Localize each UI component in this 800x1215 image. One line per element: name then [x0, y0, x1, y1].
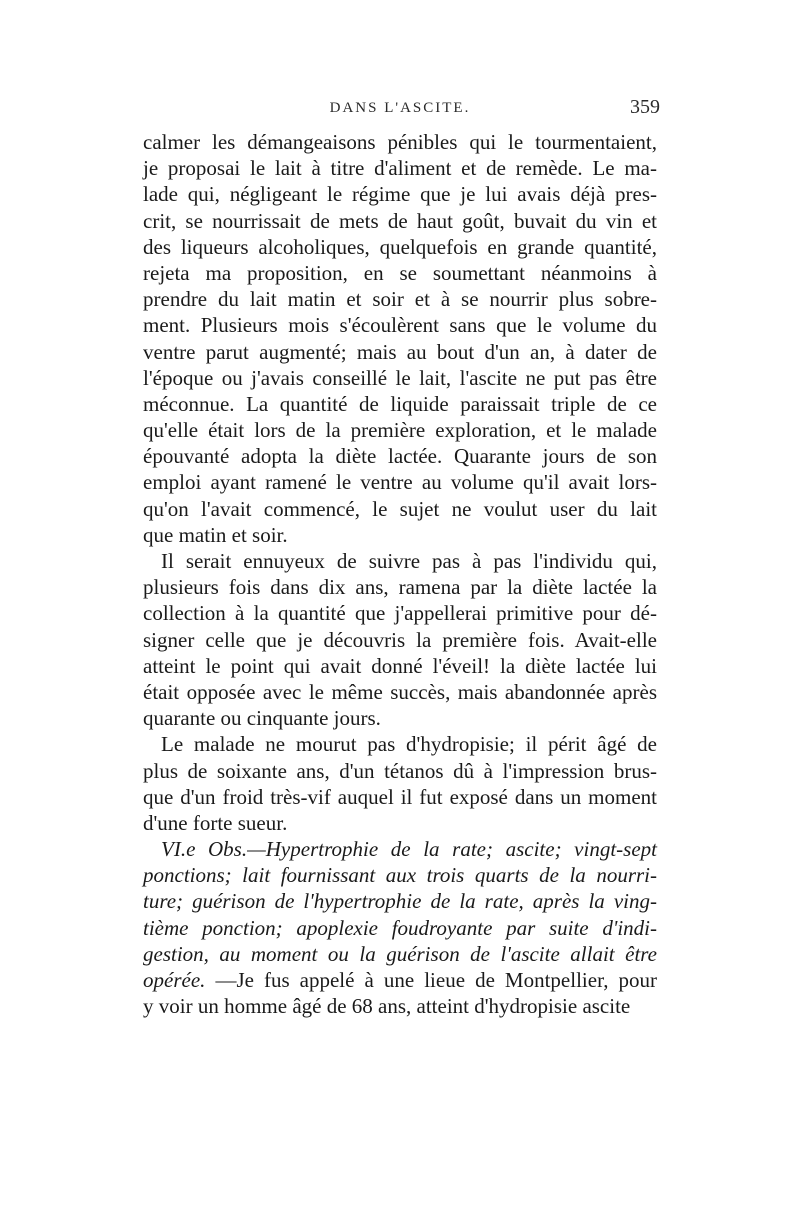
- text-line: qu'elle était lors de la première exploration, et le malade: [143, 418, 657, 443]
- observation-heading-line: ture; guérison de l'hypertrophie de la rate, après la ving-: [143, 889, 657, 914]
- text-line: que d'un froid très-vif auquel il fut exposé dans un moment: [143, 784, 657, 809]
- text-line: collection à la quantité que j'appellerai primitive pour dé-: [143, 601, 657, 626]
- text-line: des liqueurs alcoholiques, quelquefois en grande quantité,: [143, 234, 657, 259]
- text-line: épouvanté adopta la diète lactée. Quarante jours de son: [143, 444, 657, 469]
- text-line-continuation: —Je fus appelé à une lieue de Montpellier, pour: [215, 968, 658, 992]
- text-line: plus de soixante ans, d'un tétanos dû à l'impression brus-: [143, 758, 657, 783]
- text-line: quarante ou cinquante jours.: [143, 706, 381, 731]
- text-line: l'époque ou j'avais conseillé le lait, l'ascite ne put pas être: [143, 365, 657, 390]
- body-text: [143, 129, 657, 1019]
- observation-heading-end: opérée.: [143, 968, 206, 992]
- text-line: Il serait ennuyeux de suivre pas à pas l'individu qui,: [161, 549, 657, 573]
- text-line: ventre parut augmenté; mais au bout d'un an, à dater de: [143, 339, 657, 364]
- text-line: Le malade ne mourut pas d'hydropisie; il périt âgé de: [161, 732, 657, 757]
- text-line: crit, se nourrissait de mets de haut goût, buvait du vin et: [143, 208, 657, 233]
- observation-heading-line: tième ponction; apoplexie foudroyante par suite d'indi-: [143, 915, 657, 940]
- text-line: rejeta ma proposition, en se soumettant néanmoins à: [143, 260, 657, 285]
- text-line: était opposée avec le même succès, mais abandonnée après: [143, 679, 657, 704]
- text-line: d'une forte sueur.: [143, 810, 288, 835]
- text-line: prendre du lait matin et soir et à se nourrir plus sobre-: [143, 287, 657, 312]
- text-line: calmer les démangeaisons pénibles qui le tourmentaient,: [143, 130, 657, 154]
- running-title: DANS L'ASCITE.: [329, 100, 471, 116]
- text-line: plusieurs fois dans dix ans, ramena par la diète lactée la: [143, 575, 657, 600]
- text-line-mixed: [143, 967, 657, 993]
- text-line: ment. Plusieurs mois s'écoulèrent sans que le volume du: [143, 313, 657, 338]
- text-line: y voir un homme âgé de 68 ans, atteint d'hydropisie ascite: [143, 994, 631, 1019]
- text-line: signer celle que je découvris la première fois. Avait-elle: [143, 627, 657, 652]
- observation-heading-line: ponctions; lait fournissant aux trois quarts de la nourri-: [143, 863, 657, 888]
- text-line: méconnue. La quantité de liquide paraissait triple de ce: [143, 391, 657, 416]
- page-number: 359: [630, 96, 660, 118]
- running-head: [140, 96, 660, 124]
- text-line: emploi ayant ramené le ventre au volume qu'il avait lors-: [143, 470, 657, 495]
- observation-heading-line: VI.e Obs.—Hypertrophie de la rate; ascite; vingt-sept: [161, 837, 657, 862]
- text-line: qu'on l'avait commencé, le sujet ne voulut user du lait: [143, 496, 657, 521]
- text-line: lade qui, négligeant le régime que je lui avais déjà pres-: [143, 182, 657, 207]
- observation-heading-line: gestion, au moment ou la guérison de l'ascite allait être: [143, 941, 657, 966]
- text-line: atteint le point qui avait donné l'éveil! la diète lactée lui: [143, 653, 657, 678]
- text-line: je proposai le lait à titre d'aliment et de remède. Le ma-: [143, 156, 657, 181]
- text-line: que matin et soir.: [143, 522, 288, 547]
